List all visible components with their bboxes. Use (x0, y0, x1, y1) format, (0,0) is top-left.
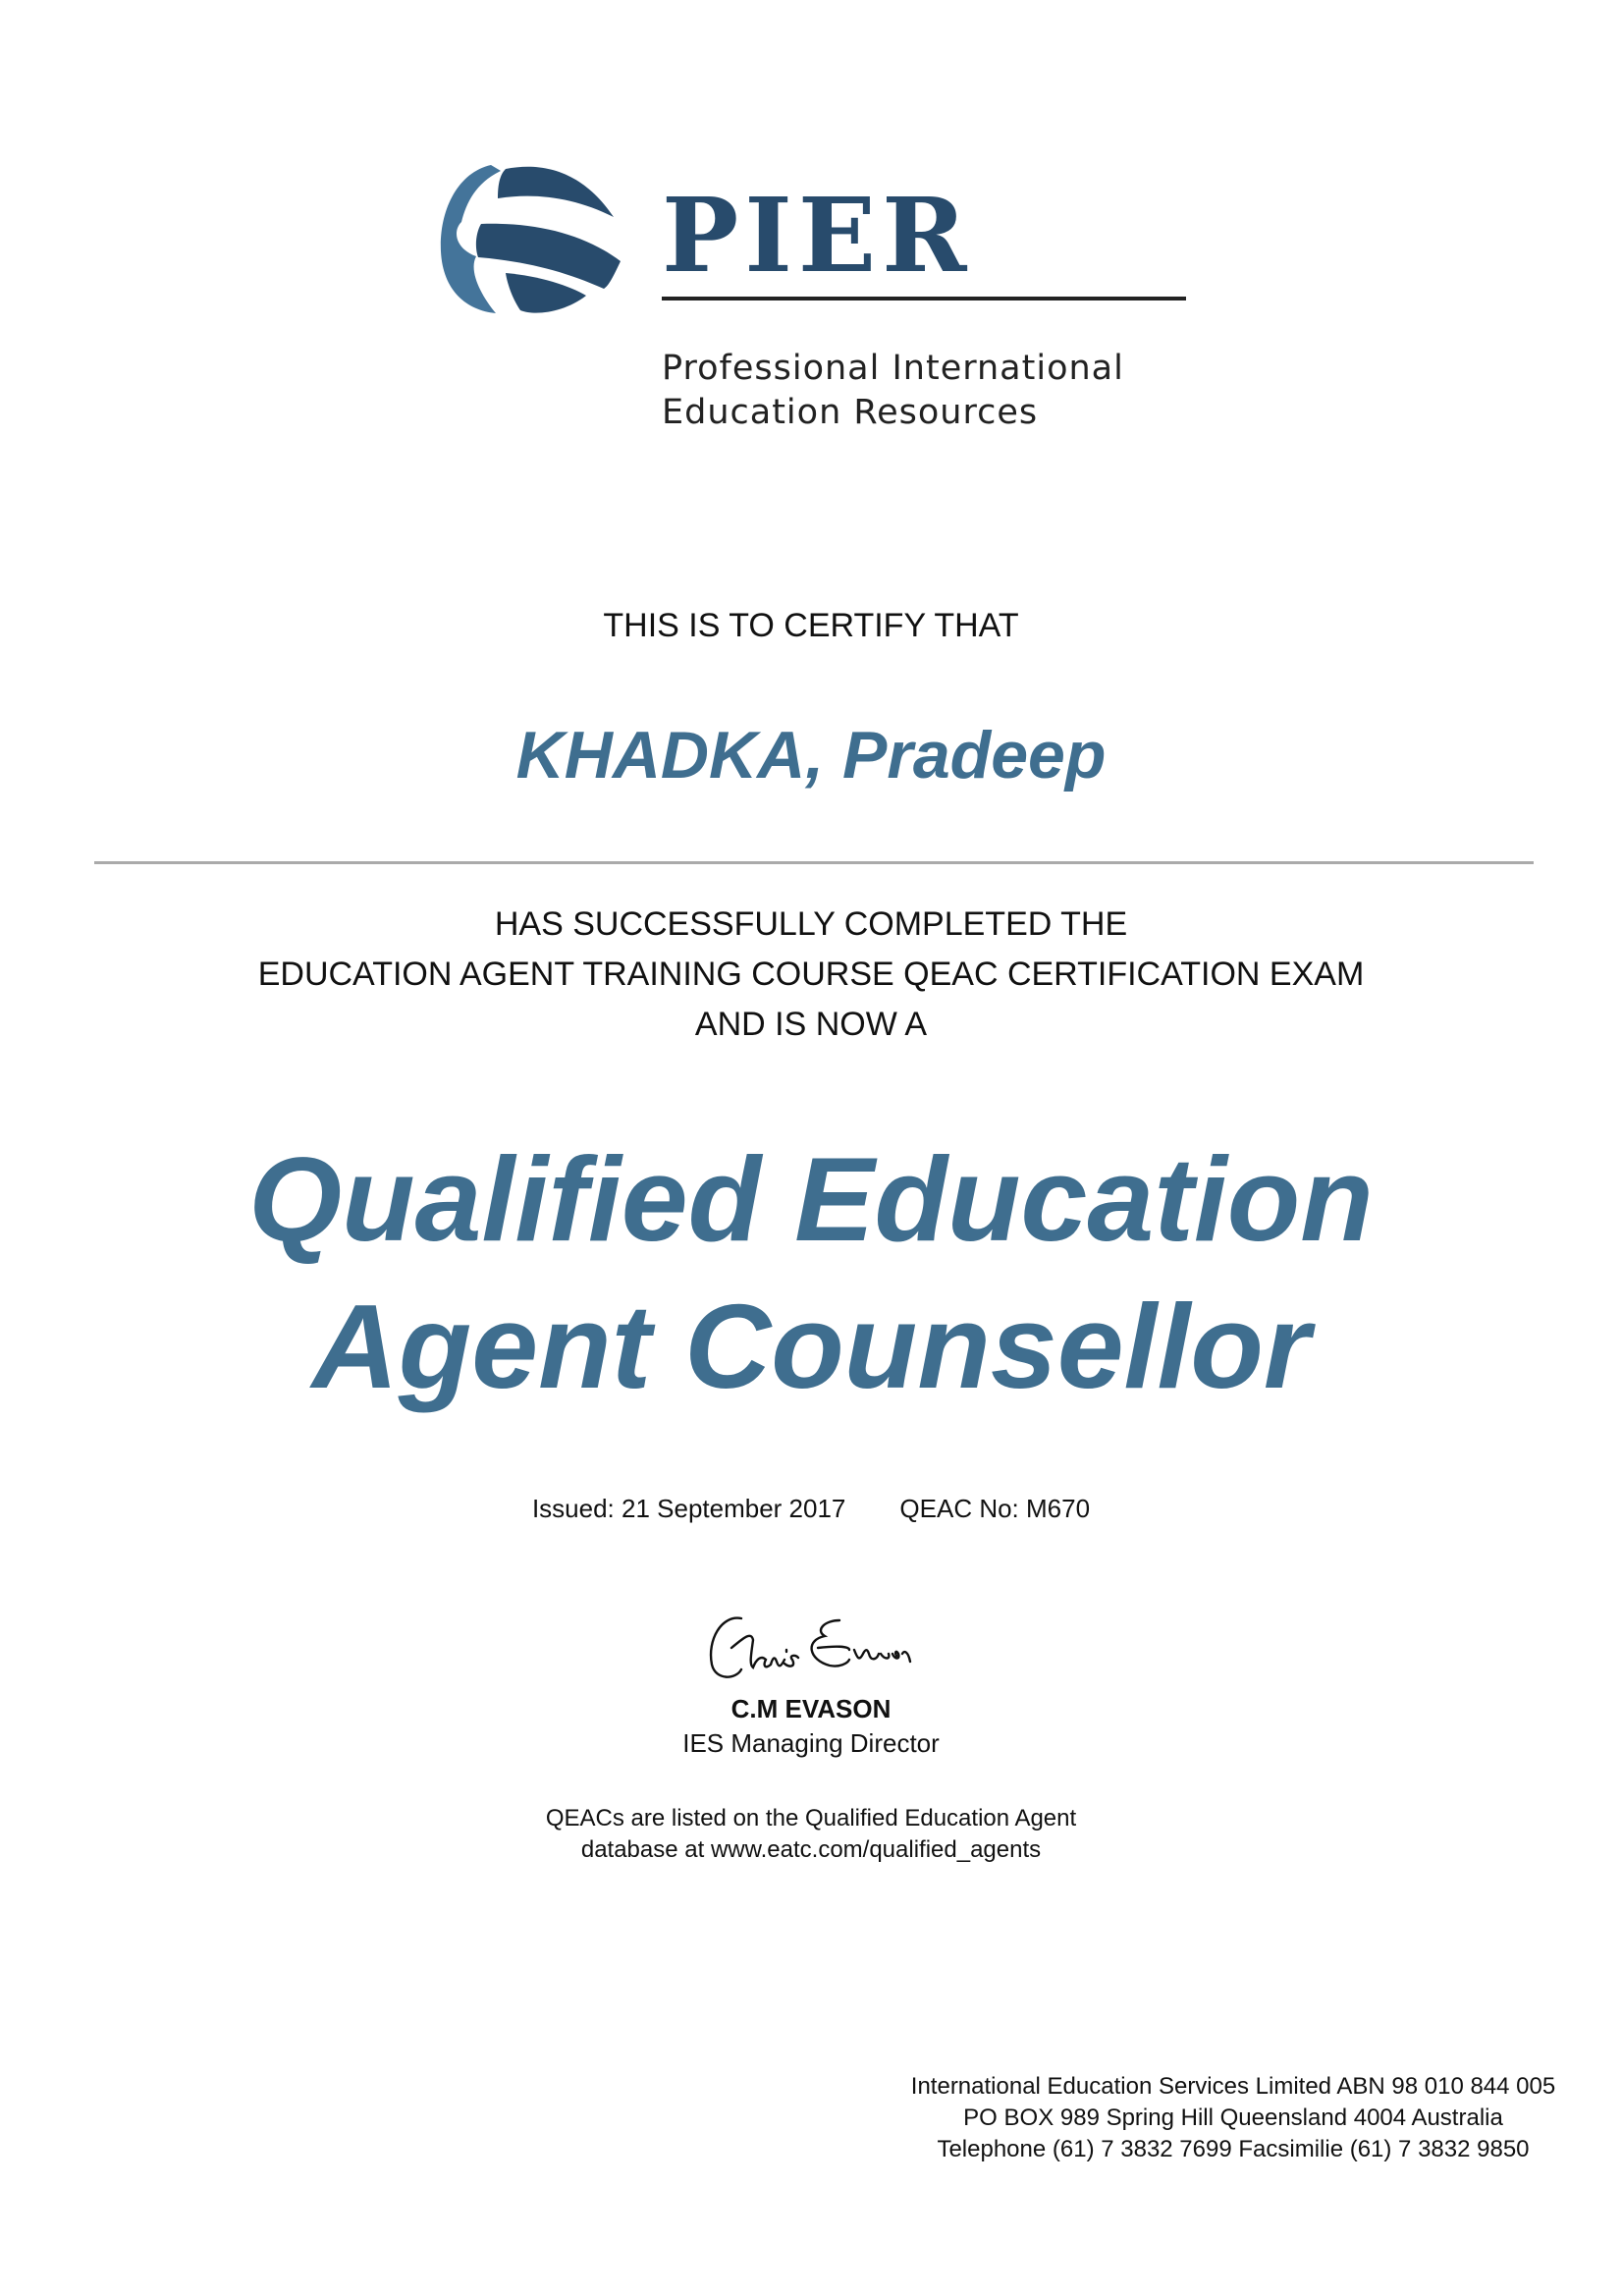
completion-line1: HAS SUCCESSFULLY COMPLETED THE (494, 905, 1128, 943)
title-line2: Agent Counsellor (311, 1280, 1311, 1413)
completion-line3: AND IS NOW A (694, 1006, 928, 1043)
issue-details (0, 1496, 1622, 1521)
issued-date: Issued: 21 September 2017 (531, 1494, 846, 1523)
database-note-line2: database at www.eatc.com/qualified_agents (580, 1836, 1042, 1863)
logo-subtitle-line2: Education Resources (662, 393, 1039, 432)
signatory-role: IES Managing Director (682, 1728, 940, 1758)
signature-image (702, 1611, 918, 1689)
footer-line2: PO BOX 989 Spring Hill Queensland 4004 Australia (963, 2105, 1503, 2131)
recipient-name: KHADKA, Pradeep (515, 718, 1107, 793)
signatory-name: C.M EVASON (730, 1694, 892, 1723)
completion-line2: EDUCATION AGENT TRAINING COURSE QEAC CERTIFICATION EXAM (257, 956, 1365, 993)
logo-wordmark: PIER (662, 175, 973, 296)
globe-emblem-icon (437, 163, 638, 315)
divider (94, 861, 1534, 864)
logo-subtitle-line1: Professional International (662, 349, 1124, 388)
footer-line3: Telephone (61) 7 3832 7699 Facsimilie (61) 7 3832 9850 (937, 2136, 1530, 2162)
qeac-number: QEAC No: M670 (899, 1494, 1091, 1523)
logo-rule (662, 297, 1186, 301)
database-note-line1: QEACs are listed on the Qualified Education Agent (545, 1805, 1077, 1831)
certify-heading: THIS IS TO CERTIFY THAT (603, 607, 1019, 644)
footer-line1: International Education Services Limited ABN 98 010 844 005 (910, 2073, 1556, 2100)
title-line1: Qualified Education (248, 1132, 1374, 1266)
